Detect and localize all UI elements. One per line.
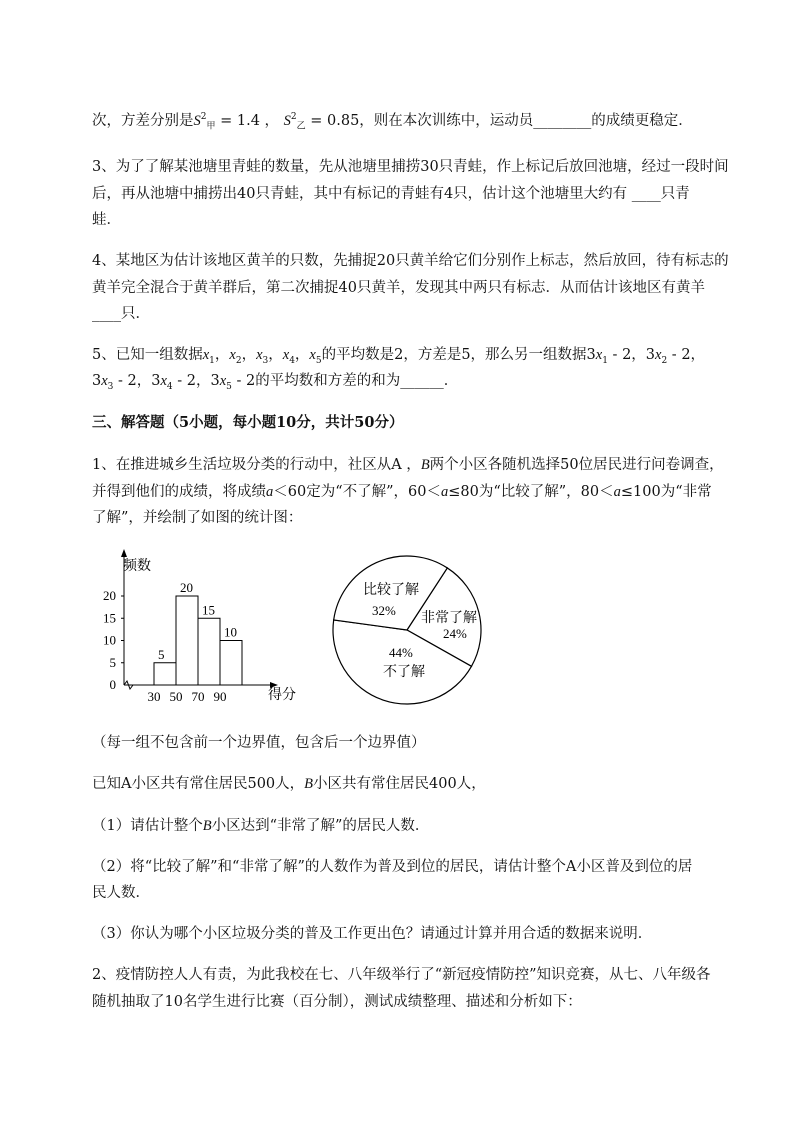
pie-pct-buliaojie: 44%	[389, 645, 413, 660]
text: ，	[294, 347, 310, 363]
text: - 2，3	[172, 373, 220, 389]
text: ≤80为“比较了解”，80＜	[448, 484, 614, 500]
text: 1、在推进城乡生活垃圾分类的行动中，社区从A ，	[92, 457, 421, 473]
var-x: x	[309, 347, 316, 363]
x-axis-label: 得分	[268, 688, 296, 703]
q4-line3: ____只．	[92, 306, 150, 322]
sub2-line1: （2）将“比较了解”和“非常了解”的人数作为普及到位的居民，请估计整个A小区普及到位的居	[92, 859, 693, 875]
p1-line2	[92, 482, 712, 502]
text: 5、已知一组数据	[92, 347, 203, 363]
text: 3	[92, 373, 102, 389]
var-x: x	[101, 373, 108, 389]
text: 已知A小区共有常住居民500人，	[92, 776, 305, 792]
var-a: a	[440, 484, 449, 500]
text: 的平均数是2，方差是5，那么另一组数据3	[321, 347, 596, 363]
y-tick-label: 15	[103, 610, 116, 626]
q5-line1	[92, 345, 705, 371]
superscript: 2	[200, 112, 207, 122]
x-tick-label: 30	[147, 689, 161, 704]
var-a: a	[613, 484, 621, 500]
text: - 2，3	[113, 373, 161, 389]
pie-pct-feichang: 24%	[443, 626, 467, 641]
var-b: B	[304, 776, 314, 792]
x-tick-label: 50	[169, 689, 183, 704]
text: - 2的平均数和方差的和为______．	[231, 373, 459, 389]
pie-label-feichang: 非常了解	[421, 611, 477, 626]
pie-label-buliaojie: 不了解	[383, 665, 425, 680]
q5-line2	[92, 371, 458, 397]
q4-line1: 4、某地区为估计该地区黄羊的只数，先捕捉20只黄羊给它们分别作上标志，然后放回，待有标志的	[92, 253, 729, 269]
text: 两个小区各随机选择50位居民进行问卷调查，	[429, 457, 724, 473]
bar-data-label: 5	[158, 646, 165, 662]
symbol-s: S	[193, 112, 201, 129]
var-x: x	[160, 373, 167, 389]
x-tick-label: 70	[191, 689, 205, 704]
text: 小区共有常住居民400人，	[313, 776, 486, 792]
histogram-bar	[198, 618, 220, 685]
q3-line2: 后，再从池塘中捕捞出40只青蛙，其中有标记的青蛙有4只，估计这个池塘里大约有 ____只青	[92, 186, 690, 202]
y-tick-label: 0	[109, 677, 116, 692]
sub3-line: （3）你认为哪个小区垃圾分类的普及工作更出色？请通过计算并用合适的数据来说明．	[92, 926, 653, 942]
var-b: B	[202, 818, 212, 834]
var-x: x	[282, 347, 290, 363]
note-line: （每一组不包含前一个边界值，包含后一个边界值）	[92, 735, 426, 751]
subscript: 1	[209, 355, 215, 366]
subscript: 甲	[206, 121, 216, 132]
y-axis-label: 频数	[123, 559, 151, 574]
text: 小区达到“非常了解”的居民人数．	[211, 818, 430, 834]
bar-data-label: 15	[202, 602, 215, 618]
p1-line3: 了解”，并绘制了如图的统计图：	[92, 510, 303, 526]
var-b: B	[420, 457, 430, 473]
var-x: x	[595, 347, 603, 363]
subscript: 4	[289, 355, 295, 366]
subscript: 乙	[296, 121, 306, 132]
text: ，	[268, 347, 283, 363]
subscript: 3	[262, 355, 269, 366]
text: ≤100为“非常	[620, 484, 712, 500]
pie-label-bijiao: 比较了解	[363, 583, 419, 598]
var-x: x	[229, 347, 236, 363]
text: ，	[241, 347, 257, 363]
y-tick-label: 10	[103, 632, 116, 648]
subscript: 2	[235, 355, 242, 366]
y-axis-arrow	[121, 549, 127, 557]
p2-line1: 2、疫情防控人人有责，为此我校在七、八年级举行了“新冠疫情防控”知识竞赛，从七、八年级各	[92, 967, 711, 983]
text: 次，方差分别是	[92, 112, 194, 129]
sub2-line2: 民人数．	[92, 885, 150, 901]
section-heading: 三、解答题（5小题，每小题10分，共计50分）	[92, 414, 404, 431]
var-x: x	[655, 347, 662, 363]
text: （1）请估计整个	[92, 818, 203, 834]
q3-line1: 3、为了了解某池塘里青蛙的数量，先从池塘里捕捞30只青蛙，作上标记后放回池塘，经过一段时间	[92, 159, 729, 175]
subscript: 5	[315, 355, 322, 366]
text: ＜60定为“不了解”，60＜	[273, 484, 441, 500]
text: 并得到他们的成绩，将成绩	[92, 484, 266, 500]
bar-data-label: 20	[180, 580, 193, 595]
x-tick-label: 90	[213, 689, 227, 704]
p2-line2: 随机抽取了10名学生进行比赛（百分制），测试成绩整理、描述和分析如下：	[92, 994, 582, 1010]
var-x: x	[202, 347, 210, 363]
pie-pct-bijiao: 32%	[372, 603, 396, 618]
y-tick-label: 20	[103, 588, 116, 603]
subscript: 2	[661, 355, 668, 366]
text: - 2，	[667, 347, 706, 363]
q4-line2: 黄羊完全混合于黄羊群后，第二次捕捉40只黄羊，发现其中两只有标志．从而估计该地区有黄羊	[92, 280, 705, 296]
histogram-bar	[176, 596, 198, 685]
var-x: x	[219, 373, 227, 389]
subscript: 5	[226, 381, 232, 392]
q2-tail-line	[92, 107, 693, 137]
p1-line1	[92, 455, 724, 475]
q3-line3: 蛙．	[92, 212, 121, 228]
histogram-bar	[154, 663, 176, 685]
text: - 2，3	[607, 347, 656, 363]
histogram-chart	[88, 545, 308, 715]
known-line	[92, 774, 486, 794]
var-a: a	[266, 484, 274, 500]
symbol-s: S	[283, 112, 291, 129]
y-tick-label: 5	[109, 654, 116, 670]
superscript: 2	[290, 112, 297, 122]
text: = 0.85，则在本次训练中，运动员________的成绩更稳定．	[305, 112, 693, 129]
text: ，	[214, 347, 230, 363]
subscript: 4	[166, 381, 173, 392]
text: = 1.4 ，	[215, 112, 280, 129]
var-x: x	[256, 347, 263, 363]
subscript: 3	[107, 381, 114, 392]
pie-chart	[320, 552, 500, 712]
histogram-bar	[220, 641, 242, 686]
sub1-line	[92, 816, 429, 836]
bar-data-label: 10	[224, 624, 237, 640]
subscript: 1	[602, 355, 608, 366]
